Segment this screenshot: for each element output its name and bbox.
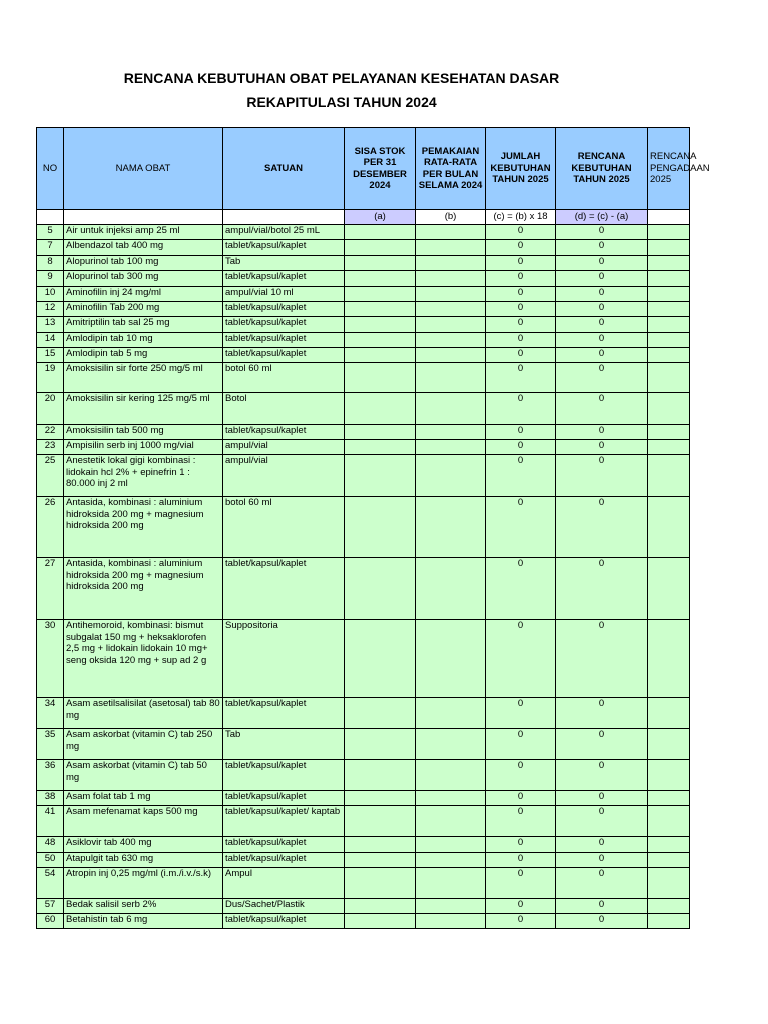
- table-header-row: [37, 128, 690, 210]
- row-sisa-stok: [345, 620, 416, 698]
- header-no: NO: [37, 128, 64, 210]
- row-sisa-stok: [345, 558, 416, 620]
- row-jumlah-kebutuhan: 0: [486, 760, 556, 791]
- row-pemakaian: [416, 558, 486, 620]
- row-jumlah-kebutuhan: 0: [486, 455, 556, 497]
- row-satuan: tablet/kapsul/kaplet: [223, 914, 345, 929]
- row-rencana-pengadaan: [648, 271, 690, 287]
- row-nama-obat: Alopurinol tab 100 mg: [64, 256, 223, 271]
- row-satuan: Tab: [223, 256, 345, 271]
- row-sisa-stok: [345, 729, 416, 760]
- row-no: 60: [37, 914, 64, 929]
- row-pemakaian: [416, 440, 486, 455]
- row-nama-obat: Atapulgit tab 630 mg: [64, 853, 223, 868]
- row-jumlah-kebutuhan: 0: [486, 287, 556, 302]
- row-jumlah-kebutuhan: 0: [486, 271, 556, 287]
- row-no: 13: [37, 317, 64, 333]
- row-sisa-stok: [345, 302, 416, 317]
- table-row: [37, 225, 690, 240]
- row-sisa-stok: [345, 760, 416, 791]
- row-nama-obat: Alopurinol tab 300 mg: [64, 271, 223, 287]
- row-pemakaian: [416, 914, 486, 929]
- table-row: [37, 440, 690, 455]
- row-satuan: Ampul: [223, 868, 345, 899]
- row-satuan: tablet/kapsul/kaplet: [223, 698, 345, 729]
- row-rencana-kebutuhan: 0: [556, 698, 648, 729]
- row-pemakaian: [416, 287, 486, 302]
- row-sisa-stok: [345, 853, 416, 868]
- table-row: [37, 899, 690, 914]
- row-satuan: tablet/kapsul/kaplet: [223, 271, 345, 287]
- table-row: [37, 558, 690, 620]
- row-sisa-stok: [345, 348, 416, 363]
- row-satuan: Dus/Sachet/Plastik: [223, 899, 345, 914]
- row-rencana-kebutuhan: 0: [556, 271, 648, 287]
- row-sisa-stok: [345, 225, 416, 240]
- row-rencana-pengadaan: [648, 899, 690, 914]
- row-rencana-kebutuhan: 0: [556, 620, 648, 698]
- row-pemakaian: [416, 333, 486, 348]
- row-pemakaian: [416, 225, 486, 240]
- row-pemakaian: [416, 620, 486, 698]
- row-satuan: tablet/kapsul/kaplet/ kaptab: [223, 806, 345, 837]
- formula-cell-empty: [223, 210, 345, 225]
- row-satuan: tablet/kapsul/kaplet: [223, 558, 345, 620]
- row-pemakaian: [416, 256, 486, 271]
- row-pemakaian: [416, 899, 486, 914]
- row-no: 23: [37, 440, 64, 455]
- row-nama-obat: Aminofilin Tab 200 mg: [64, 302, 223, 317]
- row-nama-obat: Asiklovir tab 400 mg: [64, 837, 223, 853]
- row-satuan: Tab: [223, 729, 345, 760]
- row-sisa-stok: [345, 333, 416, 348]
- row-rencana-pengadaan: [648, 302, 690, 317]
- row-nama-obat: Antihemoroid, kombinasi: bismut subgalat 150 mg + heksaklorofen 2,5 mg + lidokain lidokain 10 mg+ seng oksida 120 mg + sup ad 2 g: [64, 620, 223, 698]
- row-nama-obat: Amoksisilin sir forte 250 mg/5 ml: [64, 363, 223, 393]
- row-satuan: Suppositoria: [223, 620, 345, 698]
- row-satuan: botol 60 ml: [223, 497, 345, 558]
- row-pemakaian: [416, 791, 486, 806]
- row-rencana-pengadaan: [648, 240, 690, 256]
- row-satuan: ampul/vial 10 ml: [223, 287, 345, 302]
- row-sisa-stok: [345, 698, 416, 729]
- row-no: 15: [37, 348, 64, 363]
- row-rencana-kebutuhan: 0: [556, 302, 648, 317]
- document-subtitle: REKAPITULASI TAHUN 2024: [246, 94, 437, 110]
- row-rencana-kebutuhan: 0: [556, 914, 648, 929]
- table-row: [37, 302, 690, 317]
- row-nama-obat: Amlodipin tab 5 mg: [64, 348, 223, 363]
- table-row: [37, 240, 690, 256]
- row-no: 22: [37, 425, 64, 440]
- row-rencana-kebutuhan: 0: [556, 497, 648, 558]
- table-row: [37, 914, 690, 929]
- row-pemakaian: [416, 271, 486, 287]
- row-nama-obat: Asam asetilsalisilat (asetosal) tab 80 mg: [64, 698, 223, 729]
- row-rencana-pengadaan: [648, 440, 690, 455]
- row-no: 14: [37, 333, 64, 348]
- row-nama-obat: Antasida, kombinasi : aluminium hidroksida 200 mg + magnesium hidroksida 200 mg: [64, 558, 223, 620]
- row-jumlah-kebutuhan: 0: [486, 333, 556, 348]
- table-row: [37, 853, 690, 868]
- row-sisa-stok: [345, 914, 416, 929]
- row-satuan: tablet/kapsul/kaplet: [223, 791, 345, 806]
- row-sisa-stok: [345, 425, 416, 440]
- row-jumlah-kebutuhan: 0: [486, 363, 556, 393]
- row-no: 10: [37, 287, 64, 302]
- table-row: [37, 348, 690, 363]
- row-no: 7: [37, 240, 64, 256]
- table-row: [37, 455, 690, 497]
- row-satuan: tablet/kapsul/kaplet: [223, 853, 345, 868]
- row-rencana-pengadaan: [648, 868, 690, 899]
- row-rencana-pengadaan: [648, 791, 690, 806]
- row-jumlah-kebutuhan: 0: [486, 497, 556, 558]
- table-row: [37, 791, 690, 806]
- row-jumlah-kebutuhan: 0: [486, 868, 556, 899]
- row-pemakaian: [416, 317, 486, 333]
- row-no: 57: [37, 899, 64, 914]
- row-jumlah-kebutuhan: 0: [486, 558, 556, 620]
- row-nama-obat: Amoksisilin tab 500 mg: [64, 425, 223, 440]
- row-pemakaian: [416, 837, 486, 853]
- row-satuan: ampul/vial: [223, 455, 345, 497]
- row-no: 38: [37, 791, 64, 806]
- formula-cell-empty: [64, 210, 223, 225]
- row-satuan: botol 60 ml: [223, 363, 345, 393]
- row-rencana-pengadaan: [648, 348, 690, 363]
- row-nama-obat: Betahistin tab 6 mg: [64, 914, 223, 929]
- row-pemakaian: [416, 425, 486, 440]
- row-rencana-kebutuhan: 0: [556, 791, 648, 806]
- row-rencana-kebutuhan: 0: [556, 256, 648, 271]
- row-nama-obat: Asam askorbat (vitamin C) tab 250 mg: [64, 729, 223, 760]
- row-rencana-kebutuhan: 0: [556, 317, 648, 333]
- row-sisa-stok: [345, 271, 416, 287]
- header-satuan: SATUAN: [223, 128, 345, 210]
- header-rencana-kebutuhan: RENCANA KEBUTUHAN TAHUN 2025: [556, 128, 648, 210]
- row-no: 20: [37, 393, 64, 425]
- row-sisa-stok: [345, 440, 416, 455]
- row-jumlah-kebutuhan: 0: [486, 425, 556, 440]
- row-rencana-kebutuhan: 0: [556, 333, 648, 348]
- row-no: 25: [37, 455, 64, 497]
- row-pemakaian: [416, 302, 486, 317]
- row-jumlah-kebutuhan: 0: [486, 853, 556, 868]
- table-row: [37, 698, 690, 729]
- table-row: [37, 806, 690, 837]
- row-nama-obat: Antasida, kombinasi : aluminium hidroksida 200 mg + magnesium hidroksida 200 mg: [64, 497, 223, 558]
- row-nama-obat: Amitriptilin tab sal 25 mg: [64, 317, 223, 333]
- row-rencana-kebutuhan: 0: [556, 760, 648, 791]
- row-satuan: tablet/kapsul/kaplet: [223, 348, 345, 363]
- row-pemakaian: [416, 455, 486, 497]
- row-no: 9: [37, 271, 64, 287]
- row-pemakaian: [416, 868, 486, 899]
- row-satuan: tablet/kapsul/kaplet: [223, 333, 345, 348]
- row-sisa-stok: [345, 363, 416, 393]
- row-sisa-stok: [345, 868, 416, 899]
- row-pemakaian: [416, 497, 486, 558]
- row-nama-obat: Asam mefenamat kaps 500 mg: [64, 806, 223, 837]
- row-pemakaian: [416, 729, 486, 760]
- row-rencana-kebutuhan: 0: [556, 240, 648, 256]
- row-rencana-pengadaan: [648, 914, 690, 929]
- formula-c: (c) = (b) x 18: [486, 210, 556, 225]
- row-pemakaian: [416, 348, 486, 363]
- row-sisa-stok: [345, 806, 416, 837]
- row-rencana-kebutuhan: 0: [556, 853, 648, 868]
- table-row: [37, 256, 690, 271]
- row-rencana-kebutuhan: 0: [556, 837, 648, 853]
- row-nama-obat: Atropin inj 0,25 mg/ml (i.m./i.v./s.k): [64, 868, 223, 899]
- row-satuan: ampul/vial: [223, 440, 345, 455]
- row-sisa-stok: [345, 256, 416, 271]
- row-jumlah-kebutuhan: 0: [486, 225, 556, 240]
- row-satuan: tablet/kapsul/kaplet: [223, 302, 345, 317]
- formula-d: (d) = (c) - (a): [556, 210, 648, 225]
- header-rencana-pengadaan: RENCANA PENGADAAN 2025: [648, 128, 690, 210]
- row-satuan: Botol: [223, 393, 345, 425]
- row-jumlah-kebutuhan: 0: [486, 317, 556, 333]
- table-row: [37, 393, 690, 425]
- table-row: [37, 317, 690, 333]
- row-jumlah-kebutuhan: 0: [486, 302, 556, 317]
- row-rencana-kebutuhan: 0: [556, 558, 648, 620]
- row-satuan: tablet/kapsul/kaplet: [223, 760, 345, 791]
- row-rencana-kebutuhan: 0: [556, 393, 648, 425]
- row-rencana-pengadaan: [648, 256, 690, 271]
- row-rencana-kebutuhan: 0: [556, 225, 648, 240]
- row-nama-obat: Bedak salisil serb 2%: [64, 899, 223, 914]
- row-rencana-pengadaan: [648, 455, 690, 497]
- row-rencana-pengadaan: [648, 425, 690, 440]
- row-rencana-pengadaan: [648, 225, 690, 240]
- row-rencana-pengadaan: [648, 729, 690, 760]
- row-rencana-kebutuhan: 0: [556, 868, 648, 899]
- row-no: 5: [37, 225, 64, 240]
- row-rencana-kebutuhan: 0: [556, 729, 648, 760]
- row-nama-obat: Asam folat tab 1 mg: [64, 791, 223, 806]
- row-satuan: tablet/kapsul/kaplet: [223, 425, 345, 440]
- row-no: 36: [37, 760, 64, 791]
- row-rencana-pengadaan: [648, 363, 690, 393]
- row-no: 50: [37, 853, 64, 868]
- header-jumlah-kebutuhan: JUMLAH KEBUTUHAN TAHUN 2025: [486, 128, 556, 210]
- table-row: [37, 333, 690, 348]
- header-sisa-stok: SISA STOK PER 31 DESEMBER 2024: [345, 128, 416, 210]
- row-sisa-stok: [345, 287, 416, 302]
- row-sisa-stok: [345, 393, 416, 425]
- row-satuan: tablet/kapsul/kaplet: [223, 240, 345, 256]
- row-nama-obat: Amoksisilin sir kering 125 mg/5 ml: [64, 393, 223, 425]
- table-row: [37, 287, 690, 302]
- row-sisa-stok: [345, 837, 416, 853]
- row-jumlah-kebutuhan: 0: [486, 806, 556, 837]
- row-rencana-kebutuhan: 0: [556, 363, 648, 393]
- document-title: RENCANA KEBUTUHAN OBAT PELAYANAN KESEHATAN DASAR: [123, 70, 560, 86]
- row-no: 12: [37, 302, 64, 317]
- row-rencana-kebutuhan: 0: [556, 455, 648, 497]
- row-jumlah-kebutuhan: 0: [486, 698, 556, 729]
- row-rencana-pengadaan: [648, 287, 690, 302]
- drug-requirements-table: [36, 127, 710, 929]
- row-nama-obat: Ampisilin serb inj 1000 mg/vial: [64, 440, 223, 455]
- table-row: [37, 868, 690, 899]
- row-rencana-pengadaan: [648, 317, 690, 333]
- row-no: 19: [37, 363, 64, 393]
- row-no: 35: [37, 729, 64, 760]
- row-pemakaian: [416, 853, 486, 868]
- row-rencana-pengadaan: [648, 393, 690, 425]
- row-jumlah-kebutuhan: 0: [486, 620, 556, 698]
- row-jumlah-kebutuhan: 0: [486, 837, 556, 853]
- row-nama-obat: Albendazol tab 400 mg: [64, 240, 223, 256]
- table-row: [37, 729, 690, 760]
- row-sisa-stok: [345, 497, 416, 558]
- row-rencana-pengadaan: [648, 806, 690, 837]
- row-sisa-stok: [345, 899, 416, 914]
- row-sisa-stok: [345, 240, 416, 256]
- row-rencana-kebutuhan: 0: [556, 440, 648, 455]
- row-jumlah-kebutuhan: 0: [486, 348, 556, 363]
- row-pemakaian: [416, 760, 486, 791]
- row-rencana-pengadaan: [648, 837, 690, 853]
- row-nama-obat: Anestetik lokal gigi kombinasi : lidokain hcl 2% + epinefrin 1 : 80.000 inj 2 ml: [64, 455, 223, 497]
- row-jumlah-kebutuhan: 0: [486, 440, 556, 455]
- row-no: 48: [37, 837, 64, 853]
- row-rencana-pengadaan: [648, 333, 690, 348]
- row-nama-obat: Amlodipin tab 10 mg: [64, 333, 223, 348]
- row-rencana-pengadaan: [648, 558, 690, 620]
- formula-cell-empty: [648, 210, 690, 225]
- row-no: 27: [37, 558, 64, 620]
- row-pemakaian: [416, 393, 486, 425]
- row-rencana-kebutuhan: 0: [556, 899, 648, 914]
- header-pemakaian: PEMAKAIAN RATA-RATA PER BULAN SELAMA 2024: [416, 128, 486, 210]
- row-rencana-kebutuhan: 0: [556, 425, 648, 440]
- row-pemakaian: [416, 806, 486, 837]
- formula-b: (b): [416, 210, 486, 225]
- row-jumlah-kebutuhan: 0: [486, 914, 556, 929]
- row-jumlah-kebutuhan: 0: [486, 256, 556, 271]
- row-satuan: ampul/vial/botol 25 mL: [223, 225, 345, 240]
- table-row: [37, 760, 690, 791]
- table-row: [37, 363, 690, 393]
- row-rencana-kebutuhan: 0: [556, 287, 648, 302]
- formula-cell-empty: [37, 210, 64, 225]
- row-no: 8: [37, 256, 64, 271]
- table-row: [37, 497, 690, 558]
- row-nama-obat: Asam askorbat (vitamin C) tab 50 mg: [64, 760, 223, 791]
- row-sisa-stok: [345, 455, 416, 497]
- row-jumlah-kebutuhan: 0: [486, 393, 556, 425]
- formula-row: [37, 210, 690, 225]
- row-pemakaian: [416, 698, 486, 729]
- table-row: [37, 271, 690, 287]
- row-jumlah-kebutuhan: 0: [486, 240, 556, 256]
- header-nama-obat: NAMA OBAT: [64, 128, 223, 210]
- table-row: [37, 837, 690, 853]
- row-rencana-kebutuhan: 0: [556, 806, 648, 837]
- row-pemakaian: [416, 363, 486, 393]
- row-sisa-stok: [345, 791, 416, 806]
- row-no: 54: [37, 868, 64, 899]
- row-jumlah-kebutuhan: 0: [486, 791, 556, 806]
- row-pemakaian: [416, 240, 486, 256]
- row-no: 41: [37, 806, 64, 837]
- row-rencana-kebutuhan: 0: [556, 348, 648, 363]
- row-no: 26: [37, 497, 64, 558]
- row-rencana-pengadaan: [648, 497, 690, 558]
- row-nama-obat: Aminofilin inj 24 mg/ml: [64, 287, 223, 302]
- row-rencana-pengadaan: [648, 620, 690, 698]
- table-row: [37, 425, 690, 440]
- row-rencana-pengadaan: [648, 698, 690, 729]
- row-rencana-pengadaan: [648, 760, 690, 791]
- row-jumlah-kebutuhan: 0: [486, 729, 556, 760]
- row-no: 34: [37, 698, 64, 729]
- row-no: 30: [37, 620, 64, 698]
- row-rencana-pengadaan: [648, 853, 690, 868]
- table-row: [37, 620, 690, 698]
- row-satuan: tablet/kapsul/kaplet: [223, 317, 345, 333]
- row-nama-obat: Air untuk injeksi amp 25 ml: [64, 225, 223, 240]
- row-satuan: tablet/kapsul/kaplet: [223, 837, 345, 853]
- formula-a: (a): [345, 210, 416, 225]
- row-sisa-stok: [345, 317, 416, 333]
- row-jumlah-kebutuhan: 0: [486, 899, 556, 914]
